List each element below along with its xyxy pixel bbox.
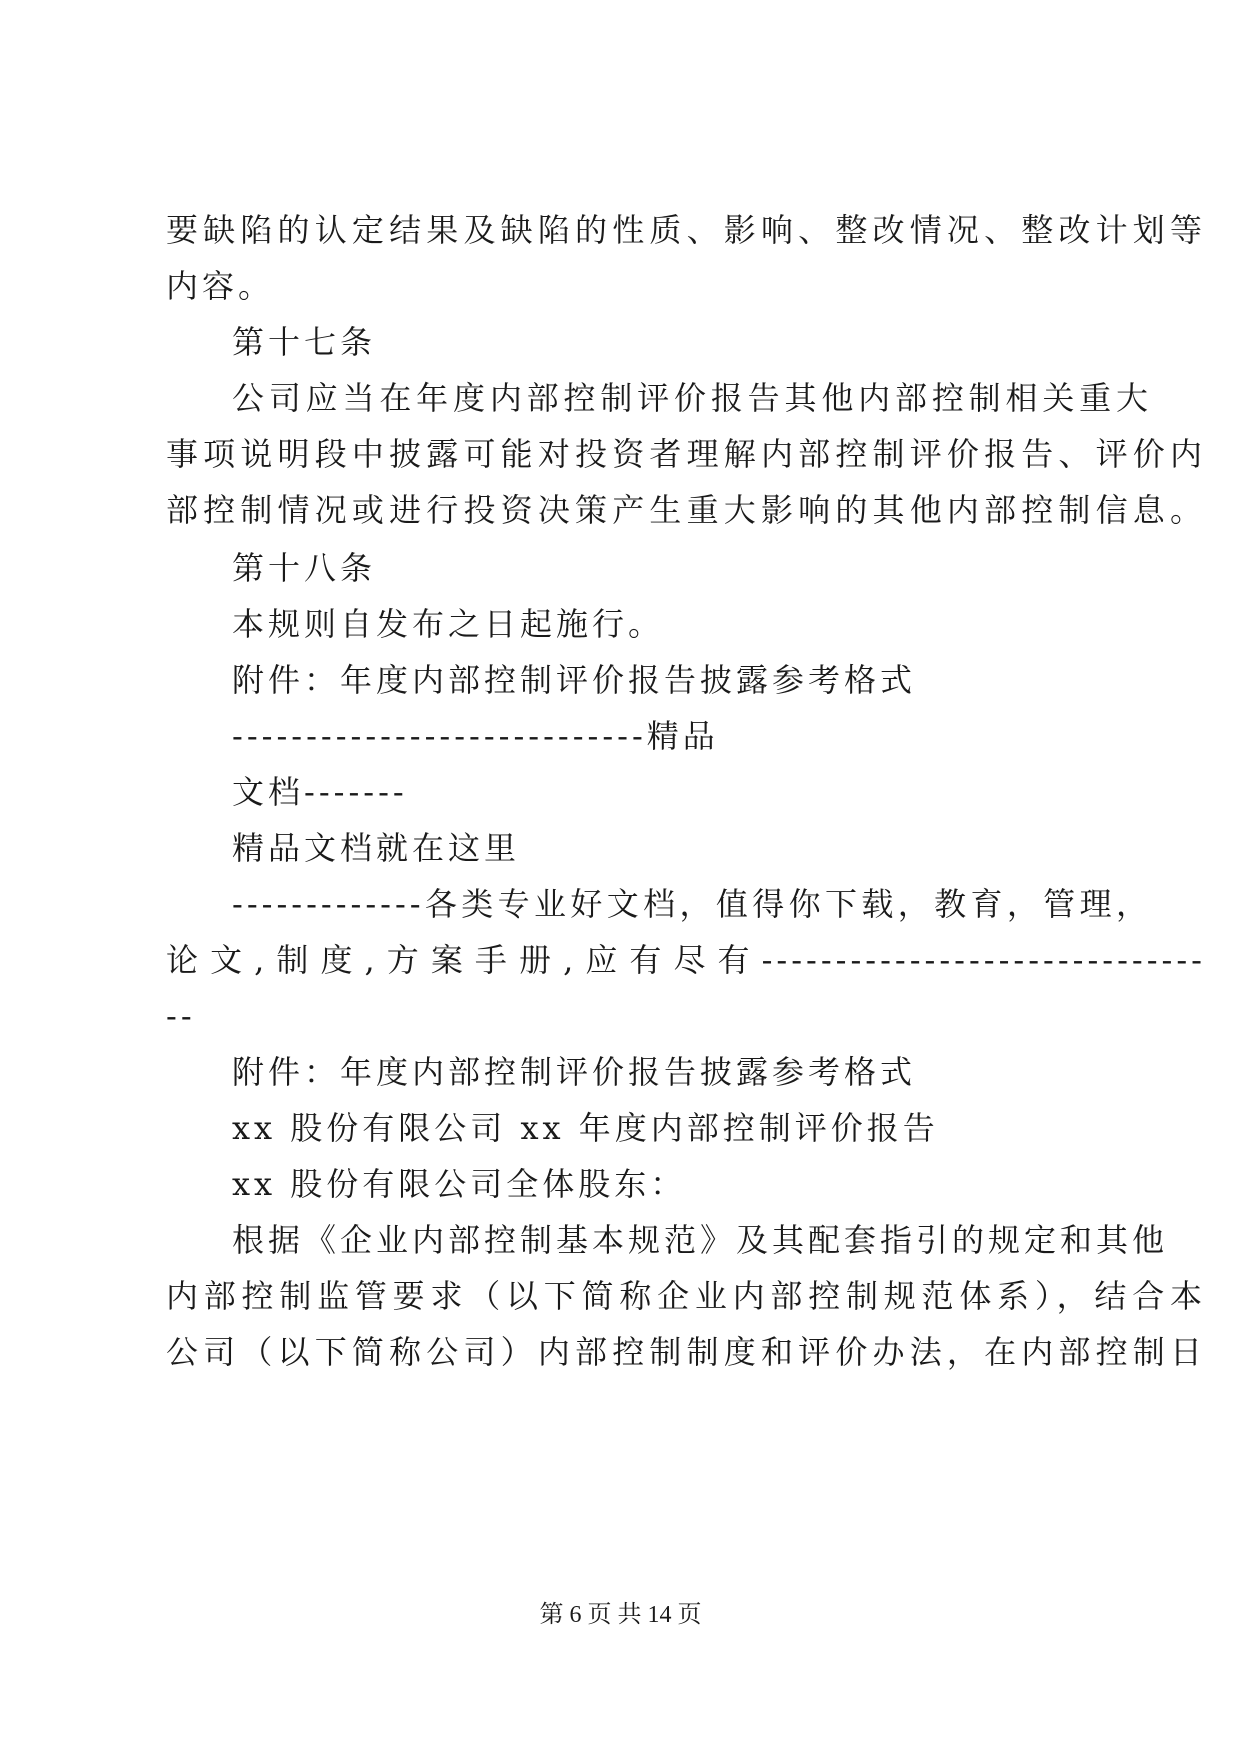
body-line: 精品文档就在这里 [232, 829, 521, 867]
body-line: 事项说明段中披露可能对投资者理解内部控制评价报告、评价内 [166, 435, 1206, 473]
body-line: 根据《企业内部控制基本规范》及其配套指引的规定和其他 [232, 1221, 1169, 1259]
body-line: 论文,制度,方案手册,应有尽有------------------------------ [166, 941, 1206, 979]
body-line: 内部控制监管要求（以下简称企业内部控制规范体系），结合本 [166, 1277, 1206, 1315]
body-line: 公司（以下简称公司）内部控制制度和评价办法，在内部控制日 [166, 1333, 1206, 1371]
body-line: xx 股份有限公司 xx 年度内部控制评价报告 [232, 1109, 939, 1147]
body-line: 本规则自发布之日起施行。 [232, 605, 665, 643]
article-heading: 第十七条 [232, 323, 377, 361]
body-line: 要缺陷的认定结果及缺陷的性质、影响、整改情况、整改计划等 [166, 211, 1206, 249]
body-line: 部控制情况或进行投资决策产生重大影响的其他内部控制信息。 [166, 491, 1206, 529]
body-line: ----------------------------精品 [232, 717, 719, 755]
body-line: 附件：年度内部控制评价报告披露参考格式 [232, 1053, 917, 1091]
article-heading: 第十八条 [232, 549, 377, 587]
body-line: 公司应当在年度内部控制评价报告其他内部控制相关重大 [232, 379, 1152, 417]
body-line: -------------各类专业好文档，值得你下载，教育，管理， [232, 885, 1152, 923]
body-line: 附件：年度内部控制评价报告披露参考格式 [232, 661, 917, 699]
body-line: -- [166, 997, 196, 1035]
body-line: xx 股份有限公司全体股东： [232, 1165, 687, 1203]
body-line: 文档------- [232, 773, 408, 811]
body-line: 内容。 [166, 267, 275, 305]
page-footer: 第 6 页 共 14 页 [539, 1602, 702, 1628]
